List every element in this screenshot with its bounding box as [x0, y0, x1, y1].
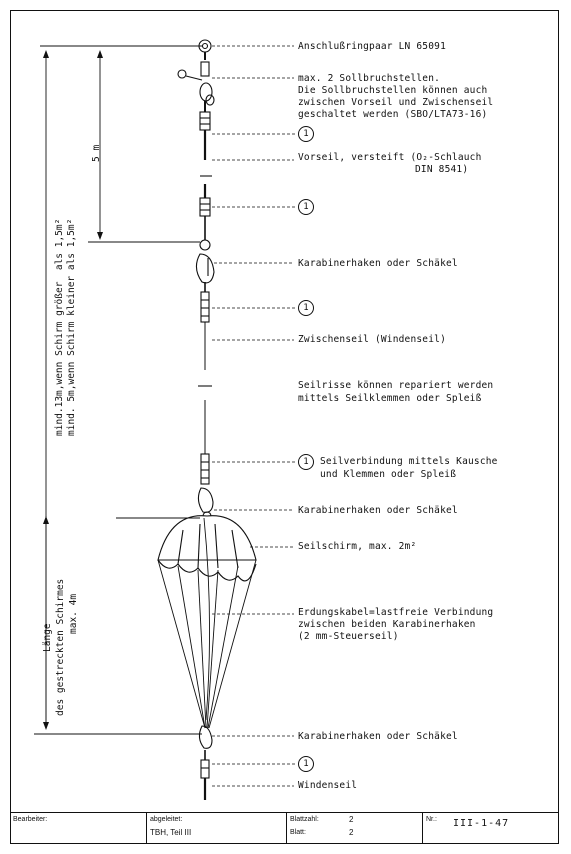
- sheet-label: Blatt:: [290, 829, 306, 836]
- callout-1-d: 1: [298, 454, 314, 470]
- dimension-canopy-length-1: Länge: [42, 623, 53, 652]
- label-lead-rope-line2: DIN 8541): [415, 164, 469, 175]
- sheet-value: 2: [349, 828, 354, 837]
- title-block-number: [422, 812, 559, 844]
- label-carabiner-2: Karabinerhaken oder Schäkel: [298, 505, 458, 516]
- title-block-sheets: [286, 812, 422, 844]
- label-breakpoints-line2: Die Sollbruchstellen können auch: [298, 85, 488, 96]
- dimension-5m: 5 m: [91, 144, 102, 162]
- label-breakpoints-line4: geschaltet werden (SBO/LTA73-16): [298, 109, 488, 120]
- sheet-count-label: Blattzahl:: [290, 816, 319, 823]
- label-grounding-line2: zwischen beiden Karabinerhaken: [298, 619, 476, 630]
- label-grounding-line3: (2 mm-Steuerseil): [298, 631, 399, 642]
- carabiner-3: [199, 726, 212, 748]
- title-block-editor: [10, 812, 146, 844]
- label-repair-line2: mittels Seilklemmen oder Spleiß: [298, 393, 482, 404]
- canopy-hem: [158, 560, 256, 581]
- title-block-derived: [146, 812, 286, 844]
- callout-1-e: 1: [298, 756, 314, 772]
- breakpoint-link: [201, 62, 209, 76]
- dimension-canopy-length-2: des gestreckten Schirmes: [55, 578, 66, 716]
- editor-label: Bearbeiter:: [13, 816, 48, 823]
- carabiner-1: [196, 254, 214, 283]
- label-lead-rope-line1: Vorseil, versteift (O₂-Schlauch: [298, 152, 482, 163]
- label-grounding-line1: Erdungskabel=lastfreie Verbindung: [298, 607, 494, 618]
- label-intermediate-rope: Zwischenseil (Windenseil): [298, 334, 446, 345]
- callout-1-b: 1: [298, 199, 314, 215]
- label-repair-line1: Seilrisse können repariert werden: [298, 380, 494, 391]
- nr-label: Nr.:: [426, 816, 437, 823]
- label-carabiner-3: Karabinerhaken oder Schäkel: [298, 731, 458, 742]
- carabiner-2: [198, 488, 213, 512]
- callout-1-a: 1: [298, 126, 314, 142]
- label-connection-line2: und Klemmen oder Spleiß: [320, 469, 457, 480]
- winch-ferrule: [201, 760, 209, 778]
- label-breakpoints-line1: max. 2 Sollbruchstellen.: [298, 73, 441, 84]
- label-rope-canopy: Seilschirm, max. 2m²: [298, 541, 417, 552]
- label-ring-pair: Anschlußringpaar LN 65091: [298, 41, 446, 52]
- lead-rope-ferrule: [200, 198, 210, 216]
- dimension-length-rule-1: mind.13m,wenn Schirm größer als 1,5m²: [54, 218, 65, 436]
- derived-label: abgeleitet:: [150, 816, 183, 823]
- sheet-count-value: 2: [349, 815, 354, 824]
- nr-value: III-1-47: [453, 818, 510, 829]
- dimension-canopy-length-3: max. 4m: [68, 593, 79, 634]
- dimension-length-rule-2: mind. 5m,wenn Schirm kleiner als 1,5m²: [66, 218, 77, 436]
- callout-1-c: 1: [298, 300, 314, 316]
- breakpoint-ring: [178, 70, 186, 78]
- rope-connection: [201, 454, 209, 484]
- label-winch-rope: Windenseil: [298, 780, 358, 791]
- label-breakpoints-line3: zwischen Vorseil und Zwischenseil: [298, 97, 494, 108]
- label-connection-line1: Seilverbindung mittels Kausche: [320, 456, 498, 467]
- label-carabiner-1: Karabinerhaken oder Schäkel: [298, 258, 458, 269]
- derived-value: TBH, Teil III: [150, 828, 192, 837]
